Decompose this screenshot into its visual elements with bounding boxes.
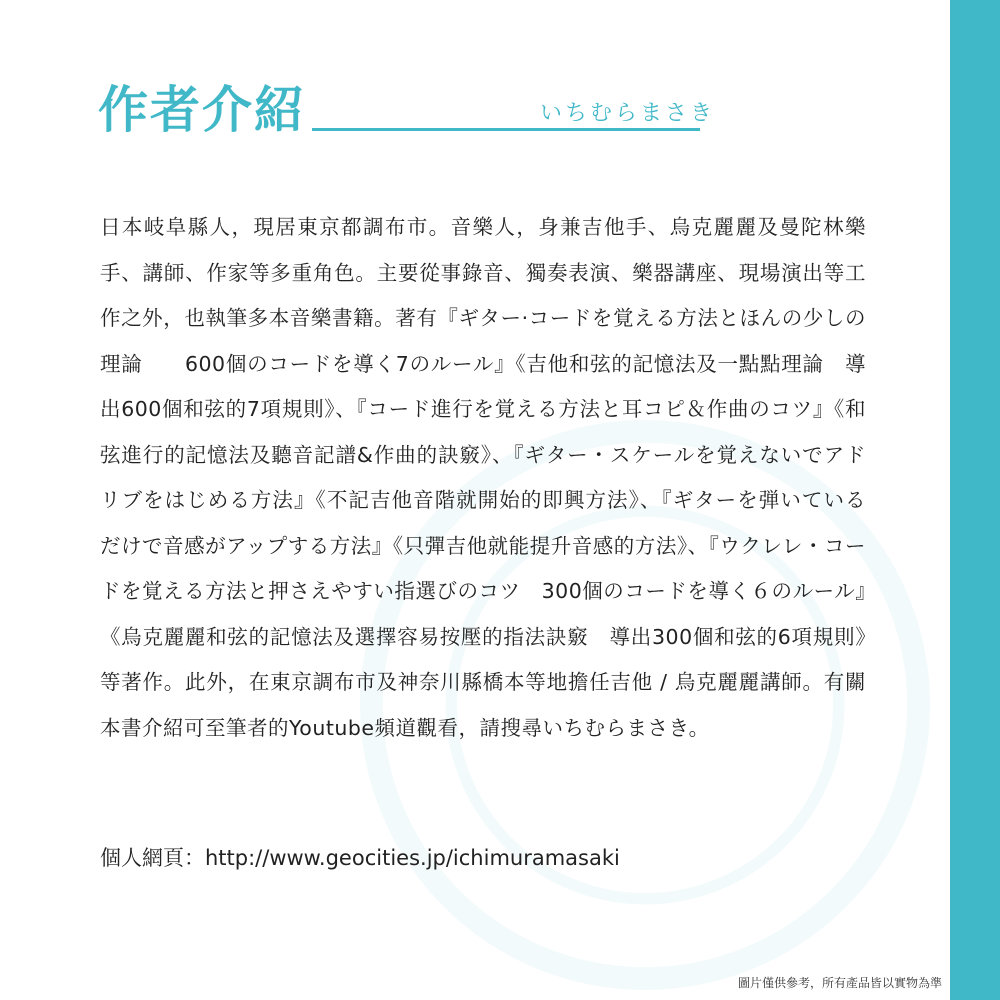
website-label: 個人網頁： (100, 846, 205, 870)
author-name: いちむらまさき (540, 101, 716, 126)
website-link[interactable]: http://www.geocities.jp/ichimuramasaki (205, 846, 620, 870)
page-title: 作者介紹 (98, 81, 306, 139)
title-underline (312, 128, 700, 131)
image-disclaimer: 圖片僅供參考，所有產品皆以實物為準 (737, 976, 942, 990)
side-accent-bar (950, 0, 1000, 1000)
author-bio: 日本岐阜縣人，現居東京都調布市。音樂人，身兼吉他手、烏克麗麗及曼陀林樂手、講師、作家等多重角色。主要從事錄音、獨奏表演、樂器講座、現場演出等工作之外，也執筆多本音樂書籍。著有『ギター·コードを覚える方法とほんの少しの理論 600個のコードを導く7のルール』《吉他和弦的記憶法及一點點理論 導出600個和弦的7項規則》、『コード進行を覚える方法と耳コピ＆作曲のコツ』《和弦進行的記憶法及聽音記譜&作曲的訣竅》、『ギター・スケールを覚えないでアドリブをはじめる方法』《不記吉他音階就開始的即興方法》、『ギターを弾いているだけで音感がアップする方法』《只彈吉他就能提升音感的方法》、『ウクレレ・コードを覚える方法と押さえやすい指選びのコツ 300個のコードを導く６のルール』《烏克麗麗和弦的記憶法及選擇容易按壓的指法訣竅 導出300個和弦的6項規則》等著作。此外，在東京調布市及神奈川縣橋本等地擔任吉他 / 烏克麗麗講師。有關本書介紹可至筆者的Youtube頻道觀看，請搜尋いちむらまさき。 (100, 215, 866, 740)
website-line (100, 838, 900, 878)
